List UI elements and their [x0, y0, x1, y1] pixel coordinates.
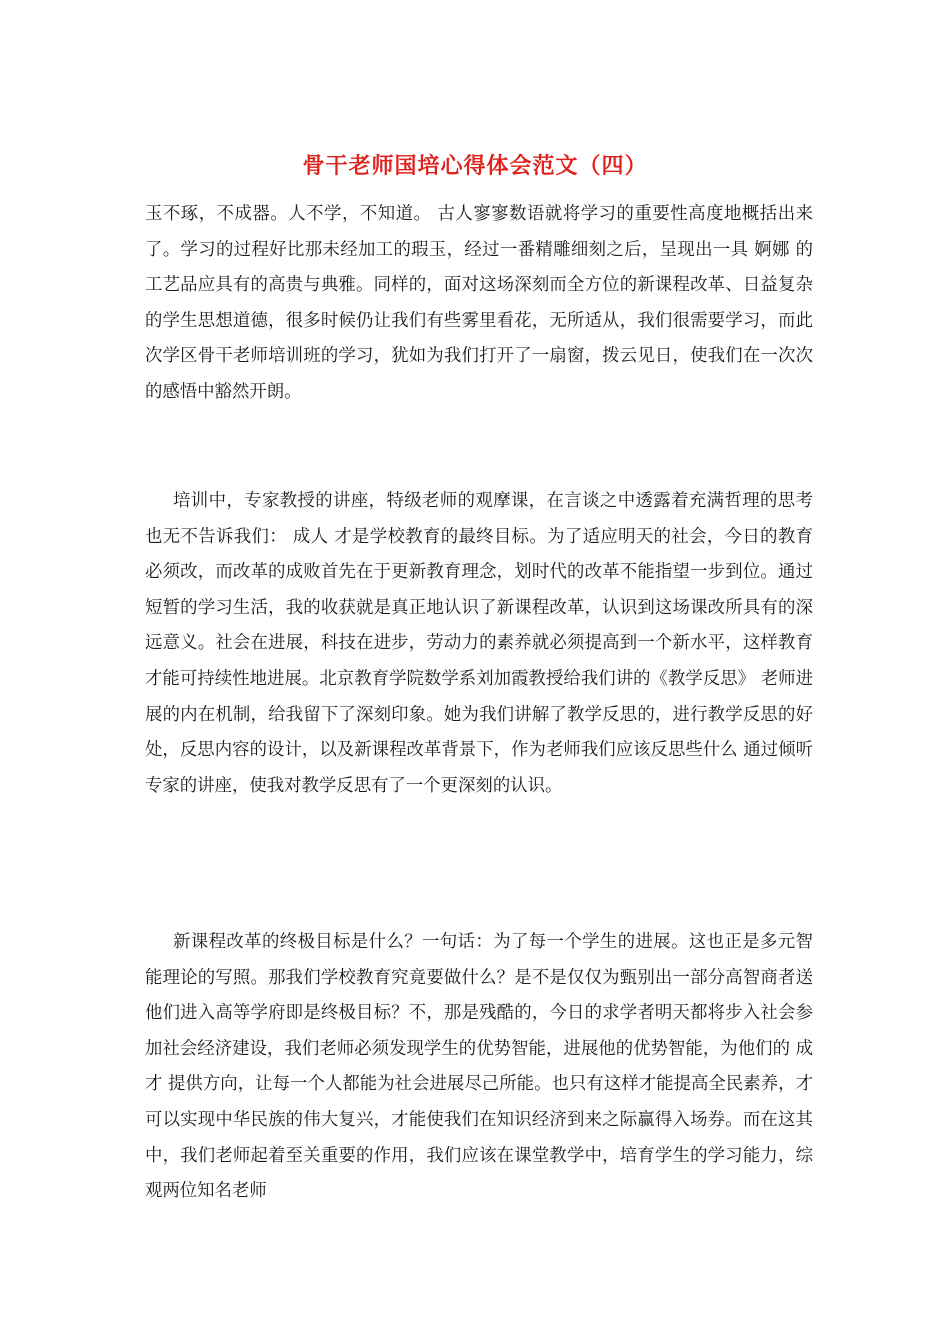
document-title: 骨干老师国培心得体会范文（四）	[302, 153, 648, 179]
paragraph-3: 新课程改革的终极目标是什么？一句话：为了每一个学生的进展。这也正是多元智能理论的写照。那我们学校教育究竟要做什么？是不是仅仅为甄别出一部分高智商者送他们进入高等学府即是终极目标？不，那是残酷的，今日的求学者明天都将步入社会参加社会经济建设，我们老师必须发现学生的优势智能，进展他的优势智能，为他们的 成才 提供方向，让每一个人都能为社会进展尽己所能。也只有这样才能提高全民素养，才可以实现中华民族的伟大复兴，才能使我们在知识经济到来之际赢得入场券。而在这其中，我们老师起着至关重要的作用，我们应该在课堂教学中，培育学生的学习能力，综观两位知名老师	[145, 932, 813, 1202]
paragraph-1: 玉不琢，不成器。人不学，不知道。 古人寥寥数语就将学习的重要性高度地概括出来了。学习的过程好比那未经加工的瑕玉，经过一番精雕细刻之后，呈现出一具 婀娜 的工艺品应具有的高贵与典雅。同样的，面对这场深刻而全方位的新课程改革、日益复杂的学生思想道德，很多时候仍让我们有些雾里看花，无所适从，我们很需要学习，而此次学区骨干老师培训班的学习，犹如为我们打开了一扇窗，拨云见日，使我们在一次次的感悟中豁然开朗。	[145, 204, 813, 402]
paragraph-2: 培训中，专家教授的讲座，特级老师的观摩课，在言谈之中透露着充满哲理的思考也无不告诉我们： 成人 才是学校教育的最终目标。为了适应明天的社会，今日的教育必须改，而改革的成败首先在于更新教育理念，划时代的改革不能指望一步到位。通过短暂的学习生活，我的收获就是真正地认识了新课程改革，认识到这场课改所具有的深远意义。社会在进展，科技在进步，劳动力的素养就必须提高到一个新水平，这样教育才能可持续性地进展。北京教育学院数学系刘加霞教授给我们讲的《教学反思》 老师进展的内在机制，给我留下了深刻印象。她为我们讲解了教学反思的，进行教学反思的好处，反思内容的设计，以及新课程改革背景下，作为老师我们应该反思些什么 通过倾听专家的讲座，使我对教学反思有了一个更深刻的认识。	[145, 491, 813, 796]
